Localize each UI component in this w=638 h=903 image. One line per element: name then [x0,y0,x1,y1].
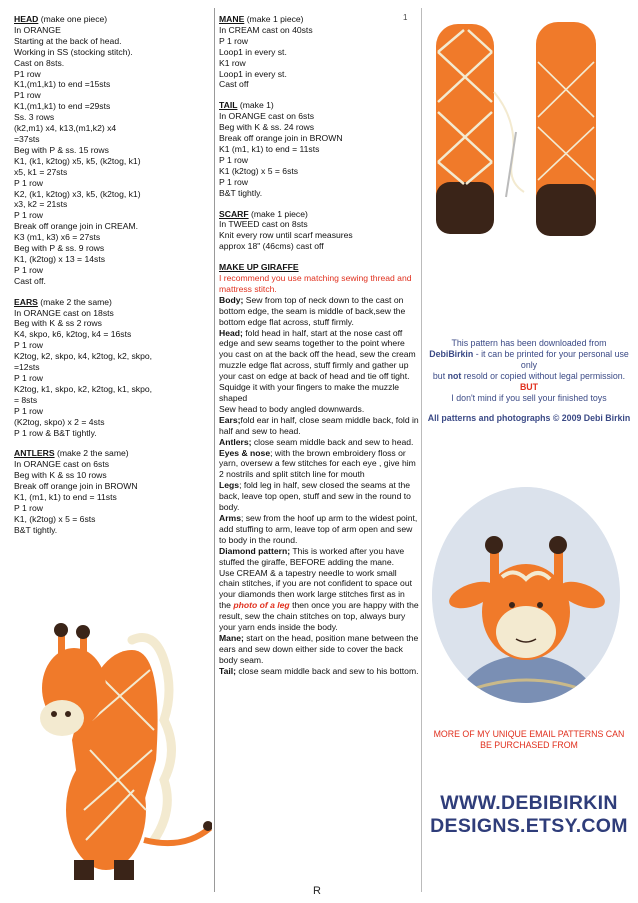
info-line2: - it can be printed for your personal use only [473,349,629,370]
info-copyright: All patterns and photographs © 2009 Debi Birkin [427,413,631,423]
instruction-line: K2tog, k1, skpo, k2, k2tog, k1, skpo, [14,383,153,394]
makeup-head [219,328,419,404]
makeup-eyes [219,448,419,481]
makeup-arms [219,513,419,546]
head-text: fold head in half, start at the nose cast off edge and sew seams together to the point where you cast on at the back off the head, sew the cream muzzle edge flat across, stuff firmly and gather up your cast on edge at back of head and tie off tight. Squidge it with your fingers to make the muzzle shaped [219,327,416,403]
body-text: Sew from top of neck down to the cast on bottom edge, the seam is middle of back,sew the bottom edge flat across, stuff firmly. [219,294,406,327]
legs-label: Legs [219,480,240,491]
giraffe-head-illustration [432,487,620,703]
body-label: Body; [219,294,244,305]
pattern-column-left [14,14,210,536]
instruction-line: In ORANGE cast on 6sts [219,111,315,122]
instruction-line: K1,(m1,k1) to end =29sts [14,101,111,112]
instruction-line: Cast off [219,79,249,90]
makeup-mane [219,633,419,666]
tail-label: Tail; [219,665,237,676]
instruction-line: P 1 row [14,405,43,416]
instruction-line: (K2tog, skpo) x 2 = 4sts [14,416,105,427]
instruction-line: K1, (k2tog) x 13 = 14sts [14,253,105,264]
info-dontmind: I don't mind if you sell your finished toys [451,393,607,403]
antlers-section [14,448,210,535]
instruction-line: Loop1 in every st. [219,46,287,57]
website-line1[interactable]: WWW.DEBIBIRKIN [440,792,618,814]
makeup-section [219,262,419,676]
ears-lines [14,308,210,439]
instruction-line: P 1 row [219,176,248,187]
instruction-line: Beg with K & ss. 24 rows [219,122,315,133]
instruction-line: In ORANGE cast on 6sts [14,459,110,470]
giraffe-illustration [14,610,212,880]
instruction-line: P 1 row [14,373,43,383]
instruction-line: Starting at the back of head. [14,35,122,46]
instruction-line: Knit every row until scarf measures [219,230,353,241]
instruction-line: In CREAM cast on 40sts [219,24,313,35]
instruction-line: P 1 row [14,210,43,221]
photo-of-leg-link: photo of a leg [233,600,290,611]
mane-lines [219,25,419,90]
info-line3b: not [447,371,462,381]
website-line2[interactable]: DESIGNS.ETSY.COM [430,815,628,837]
cream-text-a: Use CREAM & a tapestry needle to work small chain stitches, if you are not confident to space out your diamonds then work large stitches first as in the [219,567,412,611]
column-divider-right [421,8,422,892]
scarf-note: (make 1 piece) [248,208,308,219]
head-label: Head; [219,327,243,338]
legs-text: ; fold leg in half, sew closed the seams at the back, leave top open, stuff and sew in the round to body. [219,480,411,513]
instruction-line: In ORANGE cast on 18sts [14,307,114,318]
instruction-line: = 8sts [14,394,38,405]
tail-section [219,100,419,198]
instruction-line: K2, (k1, k2tog) x3, k5, (k2tog, k1) [14,188,141,199]
eyes-label: Eyes & nose [219,447,271,458]
instruction-line: P1 row [14,68,41,79]
instruction-line: P 1 row [14,264,43,275]
instruction-line: K2tog, k2, skpo, k4, k2tog, k2, skpo, [14,351,153,362]
instruction-line: K1, (k1, k2tog) x5, k5, (k2tog, k1) [14,155,141,166]
scarf-title: SCARF [219,208,249,219]
mane-section [219,14,419,90]
giraffe-photo [14,610,212,880]
head-title: HEAD [14,14,39,24]
instruction-line: K1, (k2tog) x 5 = 6sts [14,513,96,524]
instruction-line: approx 18" (46cms) cast off [219,241,324,252]
mane-label: Mane; [219,632,244,643]
info-line3c: resold or copied without legal permission. [461,371,626,381]
giraffe-head-photo [432,487,620,703]
antlers-lines [14,459,210,535]
tail-text: close seam middle back and sew to his bottom. [236,665,419,676]
pattern-column-middle [219,14,419,677]
antlers-label: Antlers; [219,436,252,447]
instruction-line: K3 (m1, k3) x6 = 27sts [14,232,101,243]
diamond-label: Diamond pattern; [219,545,291,556]
arms-label: Arms [219,512,241,523]
ears-title: EARS [14,296,38,307]
instruction-line: K1 row [219,57,246,68]
instruction-line: Working in SS (stocking stitch). [14,46,133,57]
scarf-lines [219,219,419,252]
instruction-line: K1 (k2tog) x 5 = 6sts [219,165,299,176]
instruction-line: Loop1 in every st. [219,68,287,79]
tail-lines [219,111,419,198]
legs-photo [424,12,624,240]
tail-title: TAIL [219,100,238,111]
mane-text: start on the head, position mane between the ears and sew down either side to cover the back body seam. [219,632,419,665]
instruction-line: P1 row [14,90,41,101]
makeup-head-extra: Sew head to body angled downwards. [219,403,365,414]
instruction-line: Ss. 3 rows [14,112,55,123]
antlers-note: (make 2 the same) [54,448,129,459]
instruction-line: P 1 row [14,177,43,188]
info-line3a: but [432,371,448,381]
tail-note: (make 1) [237,100,274,111]
eyes-text: ; with the brown embroidery floss or yarn, oversew a few stitches for each eye , give him 2 nostrils and split stitch line for mouth [219,447,416,480]
column-divider-left [214,8,215,892]
makeup-diamond [219,546,419,568]
head-lines [14,25,210,287]
diamond-text: This is worked after you have stuffed the giraffe, BEFORE adding the mane. [219,545,405,567]
instruction-line: K1 (m1, k1) to end = 11sts [219,143,320,154]
makeup-cream [219,568,419,633]
instruction-line: =12sts [14,362,40,373]
instruction-line: P 1 row [14,502,43,513]
instruction-line: Beg with P & ss. 9 rows [14,243,105,254]
corner-mark: 1 [403,13,408,22]
makeup-legs [219,480,419,513]
instruction-line: Break off orange join in BROWN [14,481,138,492]
antlers-title: ANTLERS [14,448,55,459]
head-note: (make one piece) [38,14,108,24]
makeup-title: MAKE UP GIRAFFE [219,262,299,273]
cream-text-b: then once you are happy with the result, sew the chain stitches on top, always bury your yarn ends inside the body. [219,600,419,633]
copyright-notice [424,338,634,424]
instruction-line: K1, (m1, k1) to end = 11sts [14,492,117,503]
ears-section [14,297,210,439]
arms-text: ; sew from the hoof up arm to the widest point, add stuffing to arm, leave top of arm open and sew to body in the round. [219,512,418,545]
makeup-tail [219,666,419,677]
instruction-line: Break off orange join in BROWN [219,133,343,144]
ears-note: (make 2 the same) [37,296,112,307]
info-line1: This pattern has been downloaded from [451,338,607,348]
info-author: DebiBirkin [429,349,474,359]
antlers-text: close seam middle back and sew to head. [251,436,414,447]
instruction-line: Beg with K & ss 10 rows [14,470,107,481]
makeup-recommend: I recommend you use matching sewing thread and mattress stitch. [219,273,412,294]
instruction-line: Cast on 8sts. [14,57,65,68]
mane-title: MANE [219,14,245,24]
instruction-line: x5, k1 = 27sts [14,166,68,177]
ears-label: Ears; [219,414,241,425]
instruction-line: P 1 row & B&T tightly. [14,427,97,438]
instruction-line: K4, skpo, k6, k2tog, k4 = 16sts [14,329,132,340]
instruction-line: Break off orange join in CREAM. [14,221,139,232]
head-section [14,14,210,287]
instruction-line: Beg with K & ss 2 rows [14,318,102,329]
ears-text: fold ear in half, close seam middle back, fold in half and sew to head. [219,414,419,436]
makeup-antlers [219,437,419,448]
info-but: BUT [519,382,539,392]
instruction-line: B&T tightly. [219,187,263,198]
instruction-line: P 1 row [219,35,248,46]
website-link[interactable] [424,792,634,838]
instruction-line: Beg with P & ss. 15 rows [14,144,109,155]
scarf-section [219,209,419,253]
instruction-line: In TWEED cast on 8sts [219,219,308,230]
legs-illustration [424,12,624,240]
more-patterns-text: MORE OF MY UNIQUE EMAIL PATTERNS CAN BE PURCHASED FROM [433,729,625,750]
instruction-line: x3, k2 = 21sts [14,199,68,210]
instruction-line: Cast off. [14,275,46,286]
mane-note: (make 1 piece) [244,14,304,24]
instruction-line: B&T tightly. [14,524,58,535]
instruction-line: In ORANGE [14,24,61,35]
instruction-line: =37sts [14,133,40,144]
instruction-line: (k2,m1) x4, k13,(m1,k2) x4 [14,123,117,134]
makeup-ears [219,415,419,437]
page-number: R [313,885,321,897]
instruction-line: P 1 row [219,154,248,165]
instruction-line: K1,(m1,k1) to end =15sts [14,79,111,90]
instruction-line: P 1 row [14,340,43,351]
makeup-body [219,295,419,328]
